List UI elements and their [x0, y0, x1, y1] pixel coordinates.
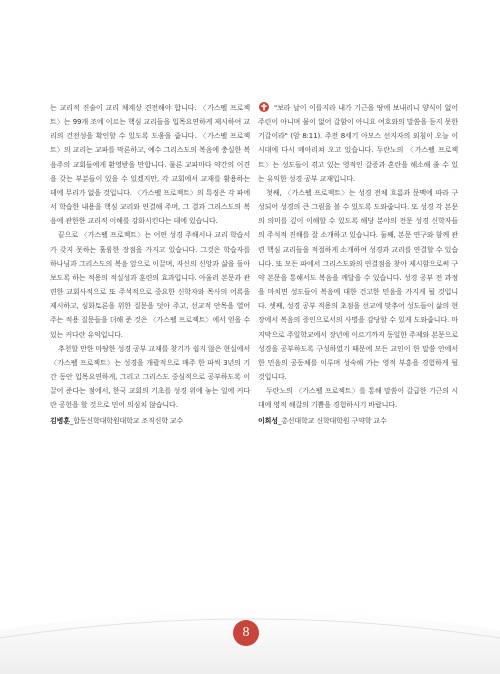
right-paragraph-2: 첫째, 〈가스펠 프로젝트〉는 성경 전체 흐름과 문맥에 따라 구성되어 성경의 큰 그림을 볼 수 있도록 도와줍니다. 또 성경 각 본문의 의미를 깊이 이해할 수 있도록 해당 분야의 전문 성경 신학자들의 주석적 진해를 잘 소개하고 있습니다. 둘째, 본문 연구와 함께 관련 핵심 교리들을 적절하게 소개하여 성경과 교리를 연결할 수 있습니다. 또 모든 파에서 그리스도와의 연결점을 찾아 제시함으로써 구약 본문을 통해서도 복음을 깨달을 수 있습니다. 성경 공부 전 과정을 마치면 성도들이 복음에 대한 건고한 민음을 가지게 될 것입니다. 셋째, 성경 공부 적용의 초점을 선교에 맞추어 성도들이 삶의 현장에서 복음의 증인으로서의 사명을 감당할 수 있게 도와줍니다. 마지막으로 주일학교에서 장년에 이르기까지 동일한 주제와 본문으로 성경을 공부하도록 구성하였기 때문에 모든 교인이 한 말씀 안에서 한 민음의 공동체를 이루며 성숙해 가는 영적 부흥을 경험하게 될 것입니다. — [258, 187, 458, 381]
right-author — [258, 415, 458, 427]
left-paragraph-1: 는 교리적 진술이 교리 체계상 견전해야 합니다. 〈가스펠 프로젝트〉는 99개 조에 이르는 핵심 교리들을 입목요연하게 제시하여 교리의 건전성을 확인할 수 있도록 도움을 줍니다. 〈가스펠 프로젝트〉의 교리는 교파를 막론하고, 예수 그리스도의 복음에 충실한 복음주의 교회들에게 환영받을 만합니다. 물론 교파마다 약간의 이견을 갖는 부분들이 있을 수 있겠지만, 각 교회에서 교재를 활용하는 데에 무리가 없을 것입니다. 〈가스펠 프로젝트〉의 특징은 각 파에서 학습한 내용을 핵심 교리와 연결해 주며, 그 결과 그리스도의 복음에 관한한 교리적 이해를 강화시킨다는 데에 있습니다. — [50, 103, 250, 226]
left-paragraph-2: 끝으로 〈가스펠 프로젝트〉는 어떤 성경 주해서나 교리 학습서가 갖지 못하는 훌륭한 장점을 가지고 있습니다. 그것은 학습자를 하나님과 그리스도의 복음 앞으로 이끌며, 자신의 신앙과 삶을 돌아보도록 하는 적용의 적실성과 훈련의 효과입니다. 아울러 본문과 관련한 교회사적으로 또 주석적으로 중요한 신학자와 목사의 어록을 제시하고, 심화토론을 위한 질문을 덧아 주고, 선교적 안목을 열어 주는 적용 질문들을 더해 준 것은 〈가스펠 프로젝트〉에서 얻을 수 있는 커다란 유익입니다. — [50, 230, 250, 339]
left-column — [50, 101, 250, 427]
left-author — [50, 415, 250, 427]
right-paragraph-3: 두란노의 〈가스펠 프로젝트〉를 통해 말씀이 갈급한 기근의 시대에 영적 해갈의 기쁨을 경험하시기 바랍니다. — [258, 386, 458, 410]
right-author-title: _총신대학교 신학대학원 구약학 교수 — [277, 417, 387, 426]
footer-background — [0, 560, 500, 674]
right-author-name: 이희성 — [258, 417, 278, 426]
left-author-name: 김병훈 — [50, 417, 70, 426]
left-paragraph-3: 추천할 만한 마땅한 성경 공부 교재를 찾기가 쉽지 않은 현실에서 〈가스펠 프로젝트〉는 성경을 개괄적으로 매주 한 파씩 3년의 기간 동안 입목요연하게, 그리고 그리스도 중심적으로 공부하도록 이끌어 준다는 점에서, 한국 교회의 기초를 성경 위에 놓는 일에 커다란 공헌을 할 것으로 민어 의심치 않습니다. — [50, 343, 250, 410]
page-number: 8 — [233, 620, 259, 646]
right-column — [258, 101, 458, 427]
right-paragraph-1: "보라 날이 이를지라 내가 기근을 땅에 보내리니 양식이 없어 주린이 아니며 물이 없어 갈함이 아니요 여호와의 말씀을 듣지 못한 기갈이라" (암 8:11). 주전 8세기 아모스 선지자의 외침이 오늘 이 시대에 다시 메아리쳐 오고 있습니다. 두란노의 〈가스펠 프로젝트〉는 성도들이 겪고 있는 영적인 갈증과 혼란을 해소해 줄 수 있는 유익한 성경 공부 교재입니다. — [258, 103, 458, 183]
left-author-title: _합동신학대학원대학교 조직신학 교수 — [69, 417, 184, 426]
